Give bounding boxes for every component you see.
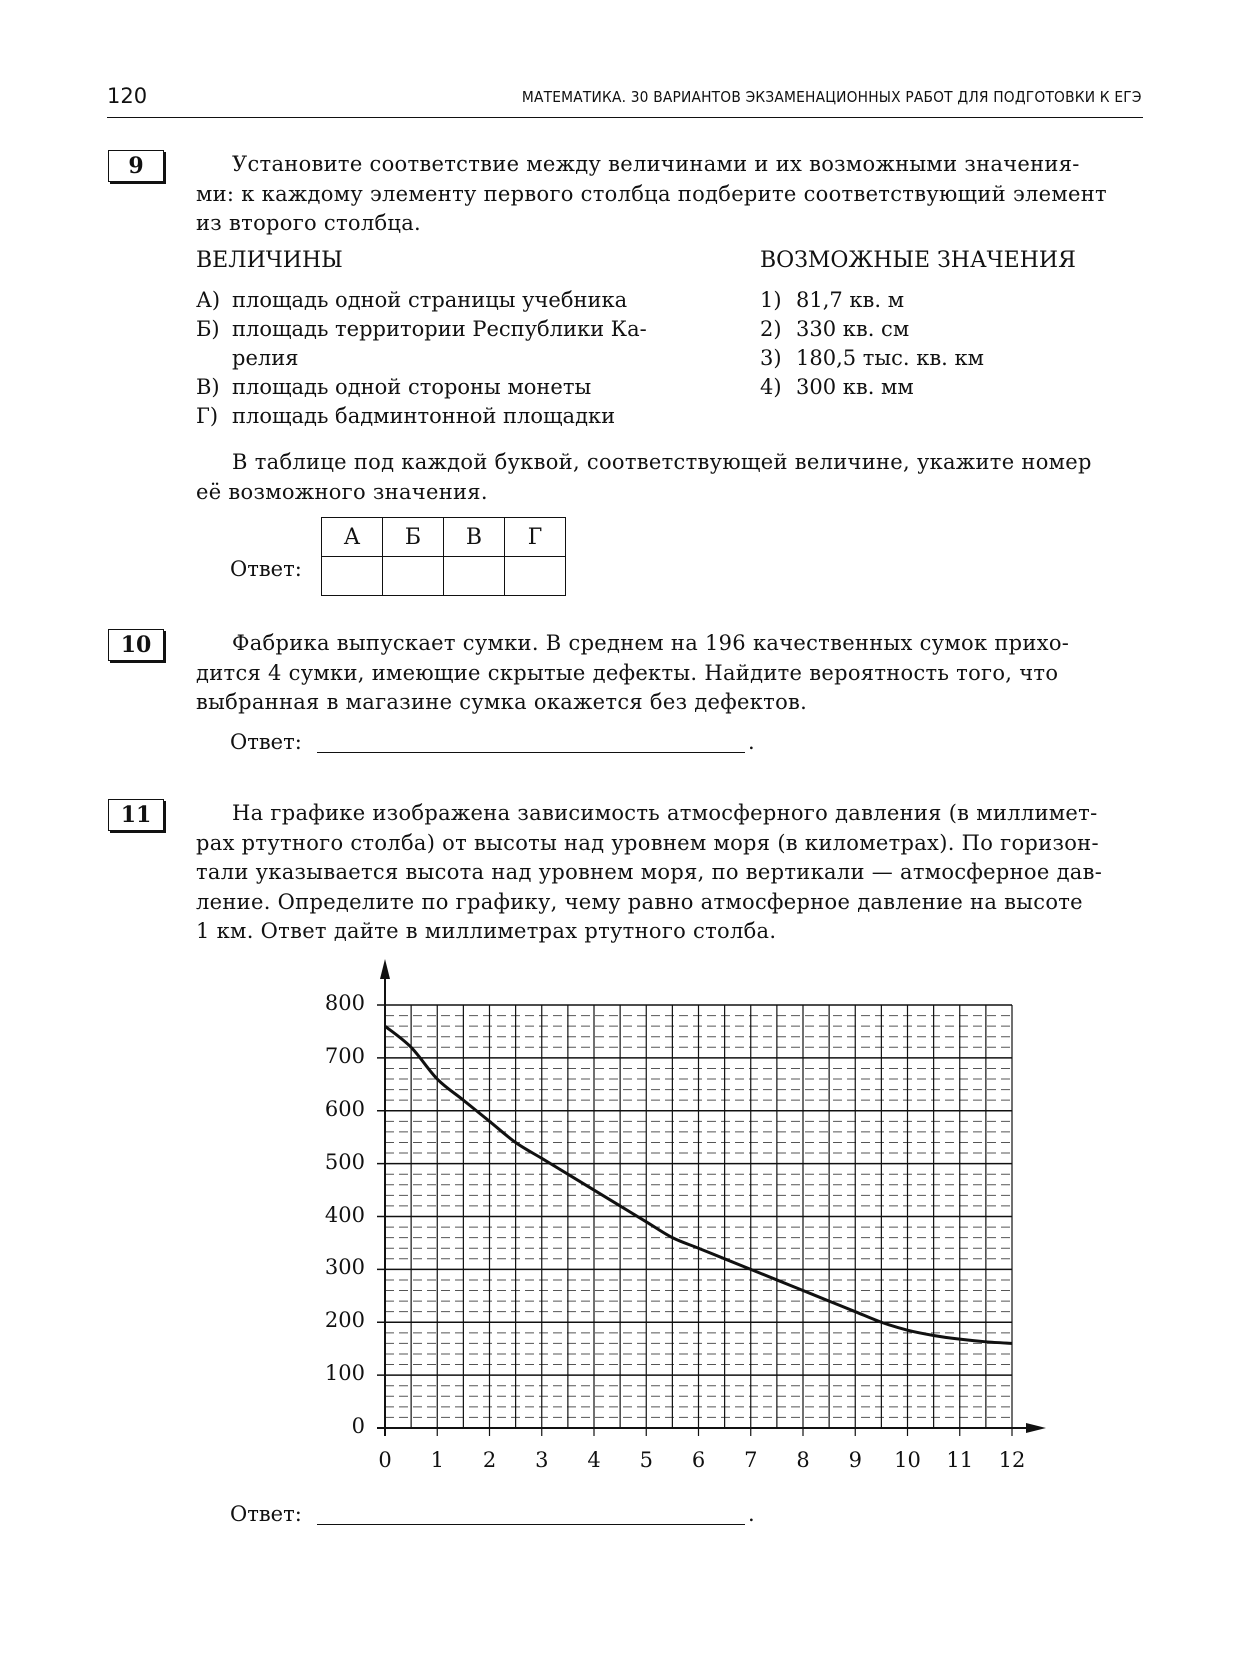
task-10-answer-period: . (748, 730, 755, 754)
text-line: из второго столбца. (196, 211, 422, 235)
text-line: 1 км. Ответ дайте в миллиметрах ртутного столба. (196, 919, 777, 943)
pressure-curve (385, 1026, 1012, 1343)
header-divider (107, 117, 1143, 118)
x-tick-label: 10 (894, 1448, 921, 1472)
column-header-a: А (322, 518, 383, 557)
answer-cell-a[interactable] (322, 557, 383, 596)
x-tick-label: 1 (430, 1448, 444, 1472)
values-list (760, 286, 984, 402)
text-line: Установите соответствие между величинами и их возможными значения- (232, 152, 1080, 176)
y-tick-label: 500 (324, 1149, 365, 1174)
task-10-answer-label: Ответ: (230, 730, 302, 754)
x-tick-label: 2 (482, 1448, 497, 1472)
quantity-item: Г) площадь бадминтонной площадки (196, 404, 616, 428)
value-item: 4) 300 кв. мм (760, 375, 914, 399)
y-tick-label: 0 (351, 1414, 365, 1438)
x-tick-label: 5 (639, 1448, 653, 1472)
answer-cell-v[interactable] (444, 557, 505, 596)
task-9-number: 9 (108, 150, 164, 182)
quantity-item: А) площадь одной страницы учебника (196, 288, 628, 312)
column-header-b: Б (383, 518, 444, 557)
answer-cell-b[interactable] (383, 557, 444, 596)
task-9-answer-table (321, 517, 566, 596)
page-number: 120 (107, 84, 148, 108)
task-11-answer-label: Ответ: (230, 1502, 302, 1526)
text-line: В таблице под каждой буквой, соответствующей величине, укажите номер (232, 450, 1092, 474)
task-11-number: 11 (108, 799, 164, 831)
text-line: На графике изображена зависимость атмосферного давления (в миллимет- (232, 801, 1098, 825)
x-tick-label: 6 (691, 1448, 706, 1472)
task-11-text (196, 799, 1142, 947)
task-10-number: 10 (108, 629, 164, 661)
quantities-header: ВЕЛИЧИНЫ (196, 248, 343, 273)
text-line: ми: к каждому элементу первого столбца подберите соответствующий элемент (196, 181, 1107, 206)
x-tick-label: 8 (796, 1448, 810, 1472)
quantity-item: В) площадь одной стороны монеты (196, 375, 592, 399)
text-line: выбранная в магазине сумка окажется без дефектов. (196, 690, 808, 714)
text-line: Фабрика выпускает сумки. В среднем на 196 качественных сумок прихо- (232, 631, 1070, 655)
text-line: тали указывается высота над уровнем моря, по вертикали — атмосферное дав- (196, 860, 1103, 884)
x-tick-label: 7 (744, 1448, 758, 1472)
text-line: рах ртутного столба) от высоты над уровнем моря (в километрах). По горизон- (196, 830, 1099, 855)
x-tick-label: 4 (587, 1448, 601, 1472)
task-11-answer-field[interactable] (317, 1524, 745, 1525)
y-tick-label: 800 (324, 991, 365, 1015)
x-tick-label: 0 (378, 1448, 392, 1472)
y-tick-label: 600 (324, 1096, 365, 1121)
column-header-g: Г (505, 518, 566, 557)
task-9-instruction (196, 448, 1142, 507)
y-tick-label: 100 (324, 1361, 365, 1386)
x-tick-label: 11 (946, 1448, 974, 1472)
task-10-text (196, 629, 1142, 718)
running-title: МАТЕМАТИКА. 30 ВАРИАНТОВ ЭКЗАМЕНАЦИОННЫХ РАБОТ ДЛЯ ПОДГОТОВКИ К ЕГЭ (522, 88, 1142, 106)
task-9-text (196, 150, 1142, 239)
value-item: 1) 81,7 кв. м (760, 288, 905, 312)
task-9-answer-label: Ответ: (230, 557, 302, 581)
y-tick-label: 300 (324, 1255, 365, 1280)
quantity-item: релия (232, 346, 299, 370)
quantities-list (196, 286, 647, 431)
text-line: её возможного значения. (196, 479, 488, 504)
y-tick-label: 400 (324, 1202, 365, 1227)
quantity-item: Б) площадь территории Республики Ка- (196, 317, 647, 341)
value-item: 2) 330 кв. см (760, 317, 910, 341)
x-tick-label: 9 (848, 1448, 862, 1472)
value-item: 3) 180,5 тыс. кв. км (760, 346, 984, 370)
y-tick-label: 200 (324, 1308, 365, 1333)
text-line: дится 4 сумки, имеющие скрытые дефекты. Найдите вероятность того, что (196, 660, 1059, 685)
column-header-v: В (444, 518, 505, 557)
y-tick-label: 700 (324, 1043, 365, 1068)
values-header: ВОЗМОЖНЫЕ ЗНАЧЕНИЯ (760, 248, 1076, 273)
task-10-answer-field[interactable] (317, 752, 745, 753)
text-line: ление. Определите по графику, чему равно атмосферное давление на высоте (196, 889, 1083, 914)
x-tick-label: 12 (998, 1448, 1026, 1472)
x-tick-label: 3 (535, 1448, 549, 1472)
task-11-answer-period: . (748, 1502, 755, 1526)
answer-cell-g[interactable] (505, 557, 566, 596)
